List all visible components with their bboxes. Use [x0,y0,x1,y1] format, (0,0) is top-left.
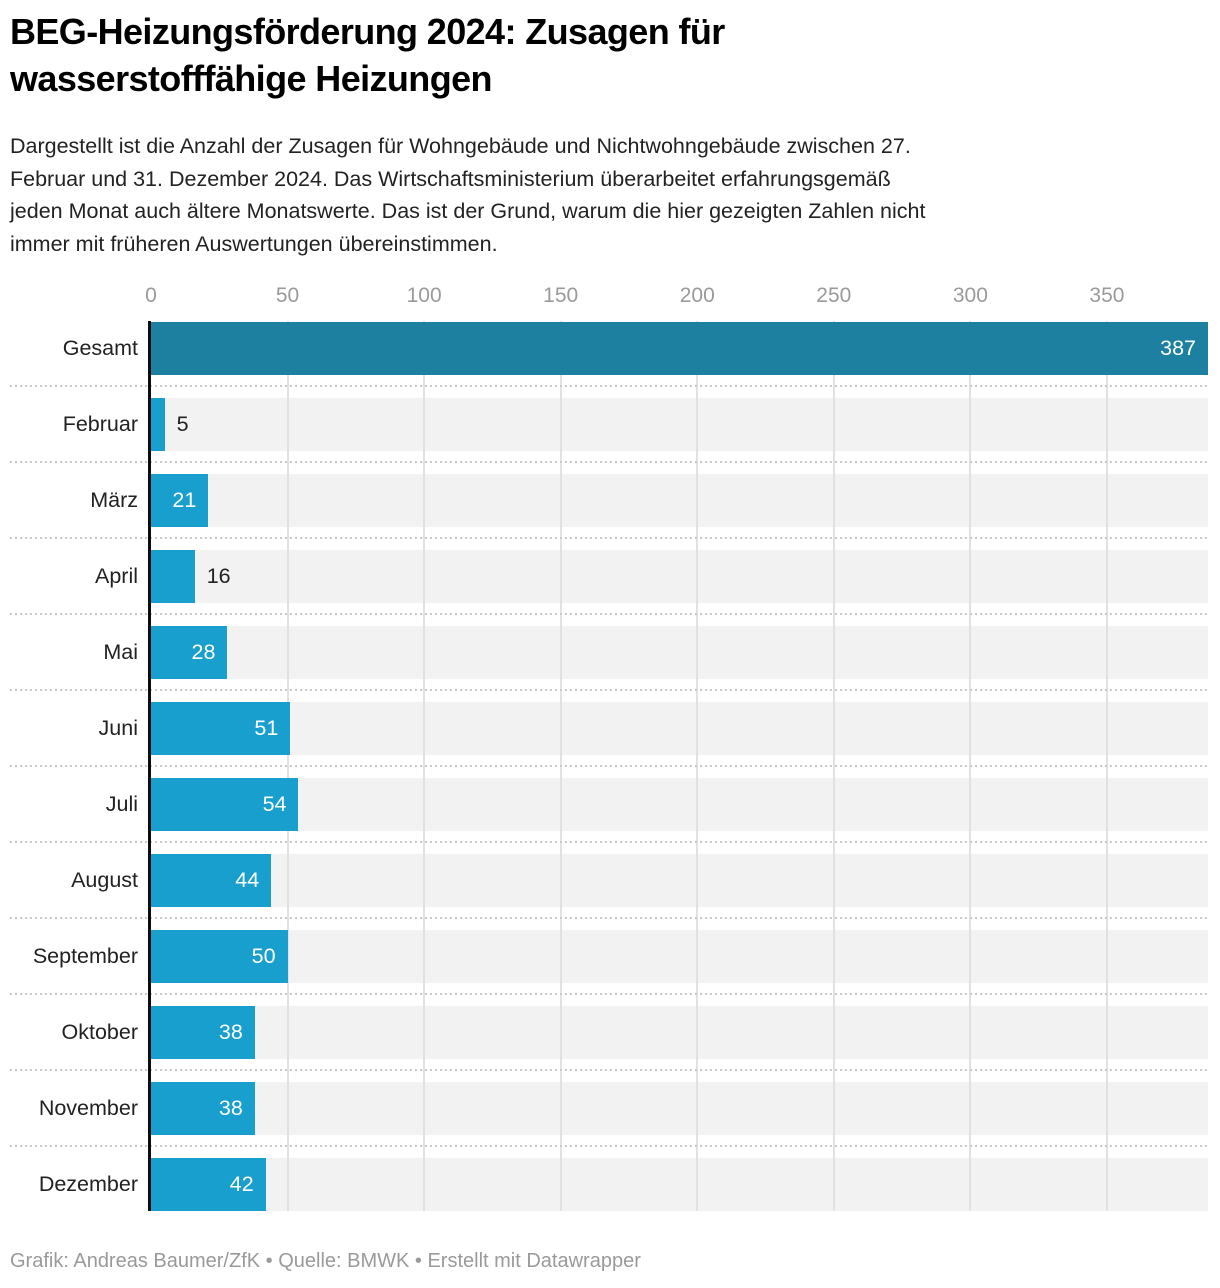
bar-gesamt [151,322,1208,375]
bar-oktober [151,1006,255,1059]
category-label-oktober: Oktober [61,1019,138,1044]
chart-row-juni [0,690,1220,766]
row-separator [10,765,1208,767]
bar-dezember [151,1158,266,1211]
x-axis-tick: 50 [275,284,300,307]
category-label-november: November [38,1095,138,1120]
row-separator [10,993,1208,995]
bar-track [151,550,1208,603]
x-axis-tick: 250 [816,284,852,307]
row-separator [10,537,1208,539]
bar-juli [151,778,298,831]
bar-track [151,702,1208,755]
bar-september [151,930,288,983]
x-axis-tick: 350 [1089,284,1125,307]
y-axis-line [148,321,151,1211]
chart-row-dezember [0,1146,1220,1222]
value-label: 28 [191,639,216,664]
x-axis [145,283,1208,309]
bar-november [151,1082,255,1135]
value-label: 387 [1160,335,1196,360]
chart-description-line: Dargestellt ist die Anzahl der Zusagen für Wohngebäude und Nichtwohngebäude zwischen 27. [10,134,911,158]
chart-description-line: Februar und 31. Dezember 2024. Das Wirtschaftsministerium überarbeitet erfahrungsgemäß [10,166,891,191]
chart-row-oktober [0,994,1220,1070]
chart-row-februar [0,386,1220,462]
x-axis-tick: 200 [679,284,715,307]
bar-track [151,626,1208,679]
row-separator [10,385,1208,387]
bar-april [151,550,195,603]
row-separator [10,461,1208,463]
value-label: 38 [218,1019,243,1044]
plot-area [0,310,1220,1222]
chart-row-august [0,842,1220,918]
value-label: 54 [262,791,287,816]
x-axis-tick: 100 [406,284,442,307]
bar-track [151,1006,1208,1059]
category-label-m-rz: März [90,487,138,512]
x-axis-tick: 300 [952,284,988,307]
category-label-gesamt: Gesamt [62,335,138,360]
chart-description [10,130,1215,260]
bar-august [151,854,271,907]
category-label-april: April [94,563,138,588]
bar-mai [151,626,227,679]
bar-track [151,930,1208,983]
chart-row-juli [0,766,1220,842]
value-label: 21 [172,487,197,512]
row-separator [10,1145,1208,1147]
bar-m-rz [151,474,208,527]
chart-row-april [0,538,1220,614]
chart-title [10,8,1210,102]
chart-row-gesamt [0,310,1220,386]
value-label: 51 [254,715,279,740]
category-label-juni: Juni [98,715,138,740]
chart-title-line-1: BEG-Heizungsförderung 2024: Zusagen für [10,11,725,52]
value-label: 44 [235,867,260,892]
bar-track [151,474,1208,527]
chart-row-november [0,1070,1220,1146]
chart-credit: Grafik: Andreas Baumer/ZfK • Quelle: BMWK • Erstellt mit Datawrapper [10,1250,641,1272]
bar-track [151,1082,1208,1135]
row-separator [10,689,1208,691]
chart-description-line: jeden Monat auch ältere Monatswerte. Das ist der Grund, warum die hier gezeigten Zahlen nicht [10,199,926,223]
category-label-mai: Mai [103,639,138,664]
bar-februar [151,398,165,451]
chart-row-september [0,918,1220,994]
bar-juni [151,702,290,755]
category-label-august: August [71,867,138,892]
value-label: 38 [218,1095,243,1120]
bar-track [151,398,1208,451]
row-separator [10,1069,1208,1071]
chart-row-mai [0,614,1220,690]
x-axis-tick: 150 [543,284,579,307]
bar-track [151,1158,1208,1211]
value-label: 50 [251,943,276,968]
value-label: 5 [176,411,189,436]
value-label: 16 [206,563,231,588]
chart-description-line: immer mit früheren Auswertungen übereinstimmen. [10,231,498,256]
chart-row-m-rz [0,462,1220,538]
value-label: 42 [229,1171,254,1196]
category-label-september: September [32,943,138,968]
category-label-februar: Februar [62,411,138,436]
x-axis-tick: 0 [145,284,157,307]
bar-track [151,778,1208,831]
chart-title-line-2: wasserstofffähige Heizungen [10,58,492,99]
category-label-juli: Juli [105,791,138,816]
bar-track [151,854,1208,907]
category-label-dezember: Dezember [38,1171,138,1196]
row-separator [10,917,1208,919]
row-separator [10,841,1208,843]
row-separator [10,613,1208,615]
